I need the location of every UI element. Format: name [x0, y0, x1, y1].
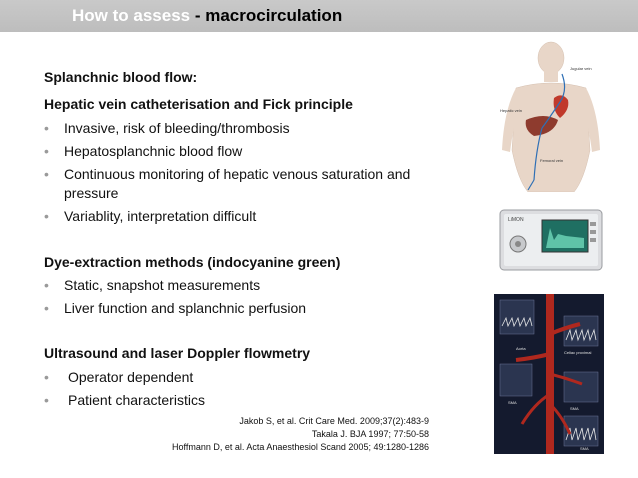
list-item: • Invasive, risk of bleeding/thrombosis	[44, 120, 290, 136]
bullet-dot-icon: •	[44, 143, 49, 159]
list-item: • Operator dependent	[44, 369, 194, 385]
doppler-vessels-image	[494, 294, 604, 454]
list-item: • Static, snapshot measurements	[44, 277, 261, 293]
bullet-dot-icon: •	[44, 277, 49, 293]
anatomy-illustration	[494, 40, 608, 192]
ultrasound-heading: Ultrasound and laser Doppler flowmetry	[44, 345, 311, 361]
monitor-device-image	[494, 204, 608, 276]
monitor-brand: LiMON	[508, 217, 524, 223]
anatomy-catheter-image	[494, 40, 608, 192]
list-item: • Variablity, interpretation difficult	[44, 208, 257, 224]
sma-label-3: SMA	[580, 446, 589, 451]
reference: Hoffmann D, et al. Acta Anaesthesiol Scand 2005; 49:1280-1286	[171, 442, 429, 452]
reference: Jakob S, et al. Crit Care Med. 2009;37(2):483-9	[239, 416, 429, 426]
sma-label-1: SMA	[508, 400, 517, 405]
bullet-dot-icon: •	[44, 369, 49, 385]
hepatic-heading: Hepatic vein catheterisation and Fick principle	[44, 96, 353, 112]
hepatic-vein-label: Hepatic vein	[500, 108, 523, 113]
monitor-illustration	[494, 204, 608, 276]
dye-heading: Dye-extraction methods (indocyanine green)	[44, 254, 341, 270]
title-part-1: How to assess	[72, 6, 191, 25]
doppler-illustration	[494, 294, 604, 454]
list-item: • Continuous monitoring of hepatic venous saturation and pressure	[44, 166, 411, 201]
title-part-2: - macrocirculation	[190, 6, 343, 25]
list-item: • Hepatosplanchnic blood flow	[44, 143, 243, 159]
title-bar	[0, 0, 638, 32]
bullet-dot-icon: •	[44, 120, 49, 136]
list-item: • Patient characteristics	[44, 392, 205, 408]
bullet-dot-icon: •	[44, 300, 49, 316]
celiac-label: Celiac proximal	[564, 350, 592, 355]
bullet-dot-icon: •	[44, 392, 49, 408]
femoral-vein-label: Femoral vein	[540, 158, 564, 163]
list-item: • Liver function and splanchnic perfusion	[44, 300, 307, 316]
page-title	[72, 6, 342, 26]
reference: Takala J. BJA 1997; 77:50-58	[311, 429, 429, 439]
sma-label-2: SMA	[570, 406, 579, 411]
splanchnic-heading: Splanchnic blood flow:	[44, 69, 198, 85]
bullet-dot-icon: •	[44, 208, 49, 224]
jugular-label: Jugular vein	[570, 66, 592, 71]
bullet-dot-icon: •	[44, 166, 49, 182]
aorta-label: Aorta	[516, 346, 526, 351]
